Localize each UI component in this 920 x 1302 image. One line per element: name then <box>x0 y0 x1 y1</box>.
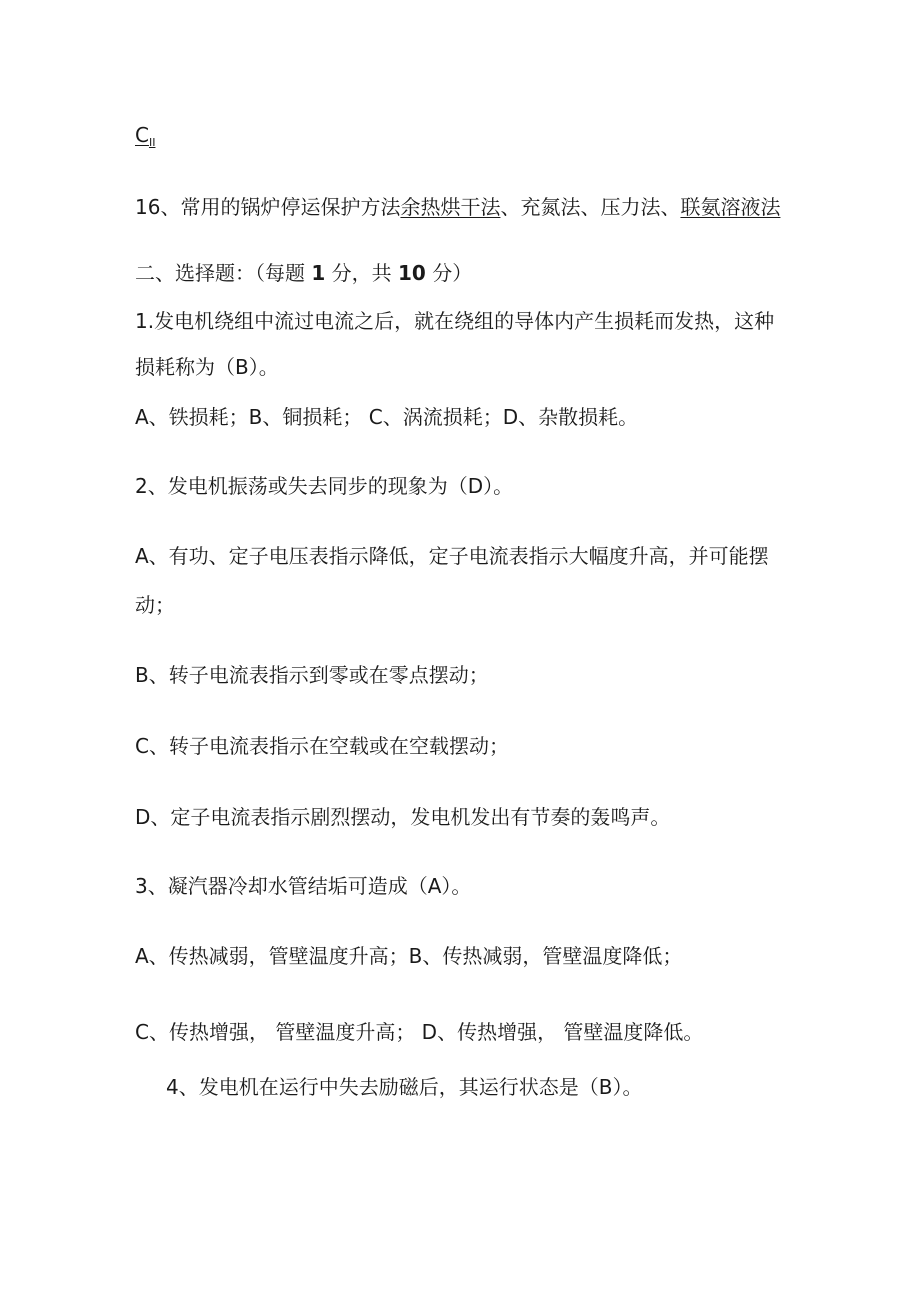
question-2-option-b: B、转子电流表指示到零或在零点摆动； <box>135 663 489 687</box>
question-1-options: A、铁损耗；B、铜损耗； C、涡流损耗；D、杂散损耗。 <box>135 405 639 429</box>
question-16-prefix: 16、常用的锅炉停运保护方法 <box>135 195 401 219</box>
question-2-option-a-line-1: A、有功、定子电压表指示降低，定子电流表指示大幅度升高，并可能摆 <box>135 544 769 568</box>
question-2-option-d: D、定子电流表指示剧烈摆动，发电机发出有节奏的轰鸣声。 <box>135 805 671 829</box>
section-heading-total: 10 <box>398 261 426 285</box>
question-2-option-c: C、转子电流表指示在空载或在空载摆动； <box>135 734 509 758</box>
question-3-options-cd: C、传热增强， 管壁温度升高； D、传热增强， 管壁温度降低。 <box>135 1020 704 1044</box>
question-2-option-a-line-2: 动； <box>135 593 175 617</box>
answer-letter: C <box>135 123 149 147</box>
section-heading-part: 分） <box>425 261 473 285</box>
section-heading-points: 1 <box>311 261 326 285</box>
answer-fragment <box>135 121 155 157</box>
section-heading <box>135 259 472 287</box>
question-1-line-2: 损耗称为（B）。 <box>135 355 279 379</box>
question-3-options-ab: A、传热减弱，管壁温度升高；B、传热减弱，管壁温度降低； <box>135 944 683 968</box>
section-heading-part: 分，共 <box>325 261 398 285</box>
section-heading-part: 二、选择题：（每题 <box>135 261 312 285</box>
question-16-middle: 、充氮法、压力法、 <box>500 195 681 219</box>
question-16 <box>135 193 780 221</box>
answer-underlined-1: 余热烘干法 <box>400 195 501 219</box>
answer-underlined-2: 联氨溶液法 <box>680 195 781 219</box>
question-2: 2、发电机振荡或失去同步的现象为（D）。 <box>135 474 514 498</box>
question-1-line-1: 1.发电机绕组中流过电流之后，就在绕组的导体内产生损耗而发热，这种 <box>135 309 775 333</box>
answer-subscript: II <box>148 136 156 149</box>
question-3: 3、凝汽器冷却水管结垢可造成（A）。 <box>135 874 472 898</box>
question-4: 4、发电机在运行中失去励磁后，其运行状态是（B）。 <box>166 1075 643 1099</box>
